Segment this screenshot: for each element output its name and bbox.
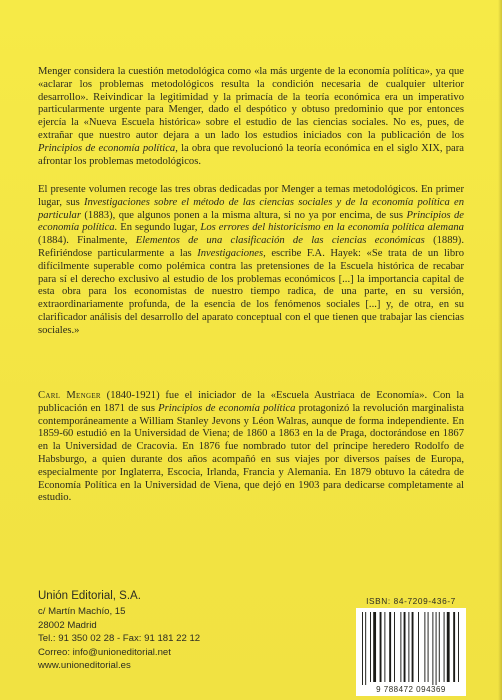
- volume-text-c: En segundo lugar,: [120, 222, 198, 234]
- publisher-city: 28002 Madrid: [38, 619, 97, 631]
- volume-title-elementos: Elementos de una clasificación de las ciencias económicas: [135, 235, 425, 247]
- barcode-area: [356, 596, 466, 696]
- volume-text-d: (1884). Finalmente,: [38, 235, 128, 247]
- author-name: Carl Menger: [38, 390, 101, 401]
- publisher-name: Unión Editorial, S.A.: [38, 590, 141, 602]
- volume-text-b: (1883), que algunos ponen a la misma altura, si no ya por encima, de sus: [84, 209, 404, 221]
- intro-paragraph: [38, 66, 464, 168]
- volume-title-errores: Los errores del historicismo en la economía política alemana: [200, 222, 464, 234]
- publisher-email: Correo: info@unioneditorial.net: [38, 646, 171, 658]
- bio-italic-title: Principios de economía política: [158, 402, 296, 414]
- barcode-icon: [356, 608, 466, 686]
- bio-text-b: protagonizó la revolución marginalista contemporáneamente a William Stanley Jevons y Léon Walras, aunque de forma independiente. En 1859-60 estudió en la Universidad de Viena; de 1860 a 1863 en la de Praga, doctorándose en 1867 en la Universidad de Cracovia. En 1876 fue nombrado tutor del príncipe heredero Rodolfo de Habsburgo, a quien durante dos años acompañó en sus viajes por diversos países de Europa, especialmente por Inglaterra, Escocia, Irlanda, Francia y Alemania. En 1879 obtuvo la cátedra de Economía Política en la Universidad de Viena, que dejó en 1903 para dedicarse completamente al estudio.: [38, 402, 464, 504]
- intro-text: Menger considera la cuestión metodológica como «la más urgente de la economía política», ya que «aclarar los problemas metodológicos resulta la condición necesaria de cualquier ulterior desarrollo». Reivindicar la legitimidad y la primacía de la teoría económica era un imperativo particularmente urgente para Menger, dado el despótico y obtuso predominio que por entonces ejercía la «Nueva Escuela histórica» sobre el estudio de las ciencias sociales. No es, pues, de extrañar que nuestro autor dejara a un lado los estudios iniciados con la publicación de los: [38, 66, 464, 141]
- page-edge-shadow: [498, 0, 502, 700]
- volume-text-e: (1889). Refiriéndose particularmente a las: [38, 235, 464, 259]
- isbn-label: ISBN: 84-7209-436-7: [366, 596, 456, 606]
- barcode-digits: 9 788472 094369: [356, 685, 466, 696]
- publisher-info: [38, 590, 298, 672]
- bio-text-a: (1840-1921) fue el iniciador de la «Escuela Austriaca de Economía». Con la publicación en 1871 de sus: [38, 390, 464, 414]
- publisher-address: c/ Martín Machío, 15: [38, 606, 126, 618]
- author-bio-paragraph: [38, 390, 464, 505]
- volume-title-investigaciones: Investigaciones sobre el método de las ciencias sociales y de la economía política en particular: [38, 196, 465, 221]
- volume-text-a: El presente volumen recoge las tres obras dedicadas por Menger a temas metodológicos. En primer lugar, sus: [38, 184, 464, 208]
- intro-italic-title: Principios de economía política,: [38, 142, 178, 154]
- volume-title-investigaciones-short: Investigaciones,: [197, 247, 266, 259]
- volume-title-principios: Principios de economía política.: [38, 209, 465, 234]
- volume-description-paragraph: [38, 184, 464, 338]
- intro-text-end: la obra que revolucionó la teoría económica en el siglo XIX, para afrontar los problemas metodológicos.: [38, 142, 464, 167]
- volume-text-f: escribe F.A. Hayek: «Se trata de un libro difícilmente superable como polémica contra las pretensiones de la Escuela histórica de recabar para sí el derecho exclusivo al estudio de los problemas económicos [...] la importancia capital de esta obra para los economistas de nuestro tiempo radica, de una parte, en su versión, extraordinariamente profunda, de la esencia de los fenómenos sociales [...] y, de otra, en su clarificador análisis del desarrollo del aparato conceptual con el que tienen que trabajar las ciencias sociales.»: [38, 247, 464, 336]
- publisher-phone: Tel.: 91 350 02 28 - Fax: 91 181 22 12: [38, 633, 201, 645]
- publisher-web: www.unioneditorial.es: [38, 660, 131, 672]
